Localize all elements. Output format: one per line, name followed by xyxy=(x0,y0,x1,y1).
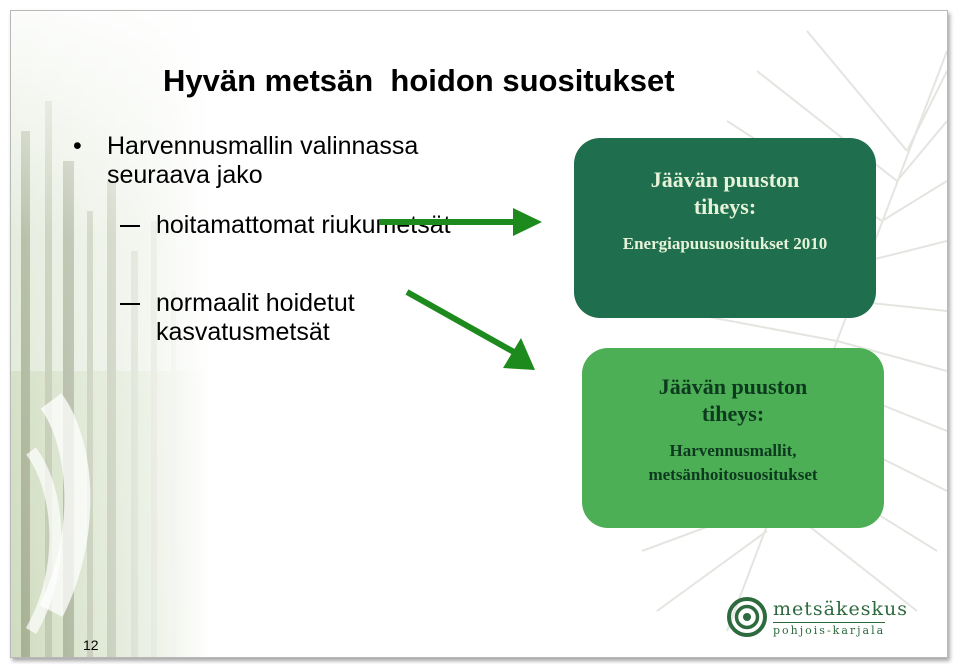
arrows-group xyxy=(371,196,551,376)
slide-title: Hyvän metsän hoidon suositukset xyxy=(163,63,675,98)
dash-marker xyxy=(120,225,140,227)
thinning-model-recommendation-box xyxy=(582,348,884,528)
arrow-right-icon xyxy=(379,208,542,236)
logo-rings-icon xyxy=(727,597,767,637)
arrow-down-right-icon xyxy=(407,292,535,370)
sub-item-text: hoitamattomat riukumetsät xyxy=(156,211,451,239)
metsakeskus-logo xyxy=(727,597,908,641)
bullet-marker: • xyxy=(73,132,82,160)
energy-wood-recommendation-box xyxy=(574,138,876,318)
logo-divider xyxy=(773,622,885,623)
box-body: Energiapuusuositukset 2010 xyxy=(622,234,828,253)
sub-item-text: normaalit hoidetut kasvatusmetsät xyxy=(156,289,355,346)
page-number: 12 xyxy=(83,637,99,653)
bullet-text: Harvennusmallin valinnassa seuraava jako xyxy=(107,132,419,189)
box-heading: Jäävän puuston tiheys: xyxy=(658,374,808,426)
logo-name: metsäkeskus xyxy=(773,598,908,620)
box-body: Harvennusmallit, metsänhoitosuositukset xyxy=(648,441,818,484)
logo-region: pohjois-karjala xyxy=(773,624,886,637)
box-heading: Jäävän puuston tiheys: xyxy=(650,167,800,219)
dash-marker xyxy=(120,303,140,305)
slide xyxy=(10,10,948,658)
